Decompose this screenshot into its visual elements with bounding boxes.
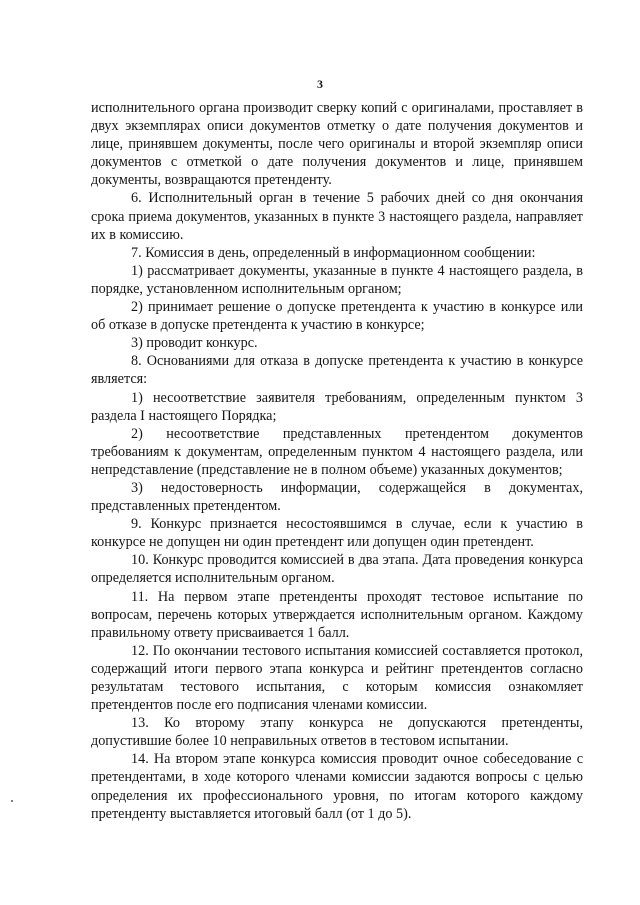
paragraph-11: 11. На первом этапе претенденты проходят тестовое испытание по вопросам, перечень которых утверждается исполнительным органом. Каждому правильному ответу присваивается 1 балл. [91,588,583,641]
paragraph-14: 14. На втором этапе конкурса комиссия проводит очное собеседование с претендентами, в ходе которого членами комиссии задаются вопросы с целью определения их профессионального уровня, по итогам которого каждому претенденту выставляется итоговый балл (от 1 до 5). [91,751,583,822]
paragraph-8-item-1: 1) несоответствие заявителя требованиям, определенным пунктом 3 раздела I настоящего Порядка; [91,389,583,424]
paragraph-10: 10. Конкурс проводится комиссией в два этапа. Дата проведения конкурса определяется исполнительным органом. [91,552,583,587]
paragraph-8-item-3: 3) недостоверность информации, содержащейся в документах, представленных претендентом. [91,479,583,515]
paragraph-8-item-2: 2) несоответствие представленных претендентом документов требованиям к документам, определенным пунктом 4 настоящего раздела, или непредставление (представление не в полном объеме) указанных документов; [91,425,583,478]
paragraph-7: 7. Комиссия в день, определенный в информационном сообщении: [131,244,536,261]
page-number: 3 [317,77,323,91]
paragraph-8: 8. Основаниями для отказа в допуске претендента к участию в конкурсе является: [91,353,583,388]
paragraph-7-item-3: 3) проводит конкурс. [131,335,258,352]
paragraph-7-item-1: 1) рассматривает документы, указанные в пункте 4 настоящего раздела, в порядке, установленном исполнительным органом; [91,262,583,297]
paragraph-7-item-2: 2) принимает решение о допуске претендента к участию в конкурсе или об отказе в допуске претендента к участию в конкурсе; [91,299,583,334]
paragraph-continuation: исполнительного органа производит сверку копий с оригиналами, проставляет в двух экземплярах описи документов отметку о дате получения документов и лице, принявшем документы, после чего оригиналы и второй экземпляр описи документов с отметкой о дате получения документов и лице, принявшем документы, возвращаются претенденту. [91,100,583,189]
scan-speck [11,800,13,802]
paragraph-12: 12. По окончании тестового испытания комиссией составляется протокол, содержащий итоги первого этапа конкурса и рейтинг претендентов согласно результатам тестового испытания, с которым комиссия ознакомляет претендентов после его подписания членами комиссии. [91,642,583,714]
paragraph-13: 13. Ко второму этапу конкурса не допускаются претенденты, допустившие более 10 неправильных ответов в тестовом испытании. [91,715,583,750]
document-body [91,99,583,823]
paragraph-9: 9. Конкурс признается несостоявшимся в случае, если к участию в конкурсе не допущен ни один претендент или допущен один претендент. [91,516,583,551]
paragraph-6: 6. Исполнительный орган в течение 5 рабочих дней со дня окончания срока приема документов, указанных в пункте 3 настоящего раздела, направляет их в комиссию. [91,190,583,243]
